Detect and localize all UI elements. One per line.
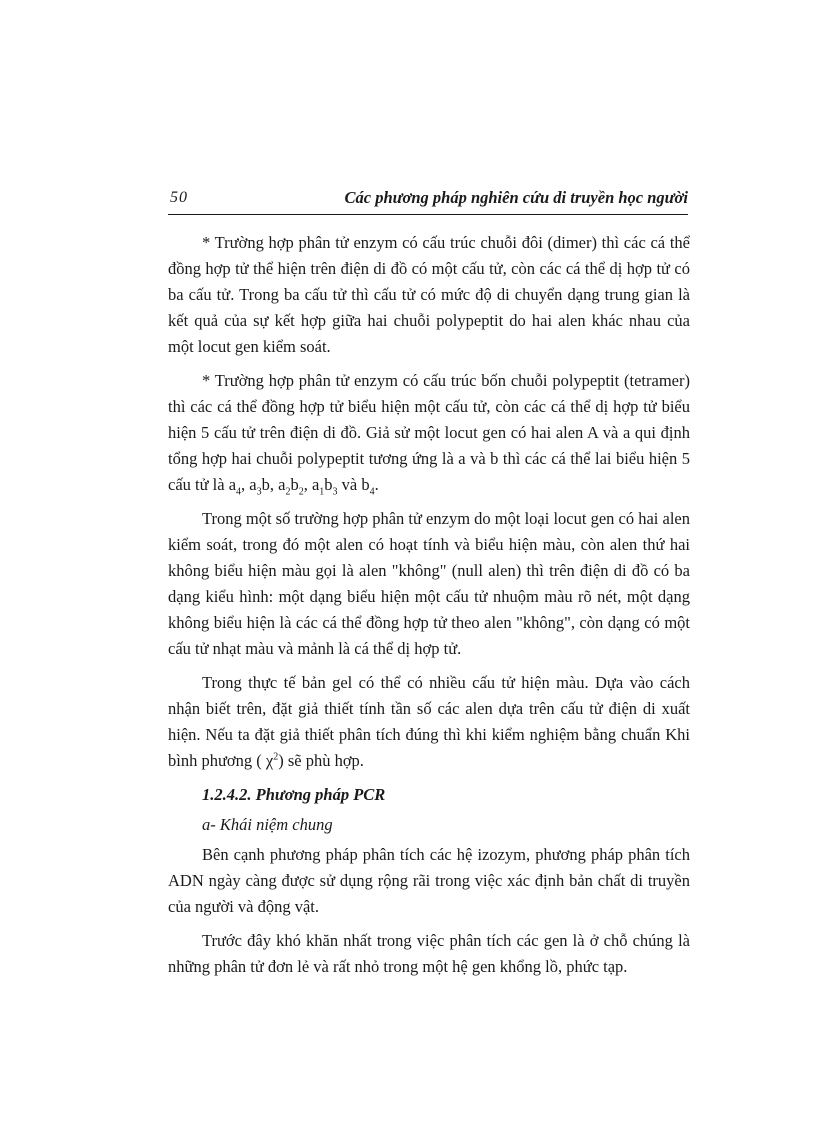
paragraph-dimer: * Trường hợp phân tử enzym có cấu trúc chuỗi đôi (dimer) thì các cá thể đồng hợp tử thể hiện trên điện di đồ có một cấu tử, còn các cá thể dị hợp tử có ba cấu tử. Trong ba cấu tử thì cấu tử có mức độ di chuyển dạng trung gian là kết quả của sự kết hợp giữa hai chuỗi polypeptit do hai alen khác nhau của một locut gen kiểm soát. bbox=[168, 233, 690, 356]
chi-square-exponent: 2 bbox=[273, 751, 279, 763]
page-number: 50 bbox=[170, 189, 188, 206]
paragraph-difficulty: Trước đây khó khăn nhất trong việc phân tích các gen là ở chỗ chúng là những phân tử đơn lẻ và rất nhỏ trong một hệ gen khổng lồ, phức tạp. bbox=[168, 931, 690, 976]
running-title: Các phương pháp nghiên cứu di truyền học người bbox=[344, 188, 688, 207]
body-text bbox=[168, 230, 690, 988]
header-rule bbox=[168, 214, 688, 215]
paragraph-dna-analysis: Bên cạnh phương pháp phân tích các hệ izozym, phương pháp phân tích ADN ngày càng được sử dụng rộng rãi trong việc xác định bản chất di truyền của người và động vật. bbox=[168, 845, 690, 916]
paragraph-gel bbox=[168, 670, 690, 774]
page-header bbox=[168, 188, 688, 214]
chi-square-symbol: χ bbox=[265, 751, 274, 770]
subsection-heading: a- Khái niệm chung bbox=[202, 815, 333, 834]
section-heading: 1.2.4.2. Phương pháp PCR bbox=[202, 785, 386, 804]
paragraph-gel-text: Trong thực tế bản gel có thể có nhiều cấu tử hiện màu. Dựa vào cách nhận biết trên, đặt giả thiết tính tần số các alen dựa trên cấu tử điện di xuất hiện. Nếu ta đặt giả thiết phân tích đúng thì khi kiểm nghiệm bằng chuẩn Khi bình phương ( bbox=[168, 673, 690, 770]
component-list: $a_4$, $a_3b$, $a_2b_2$, $a_1b_3$ và $b_4$. bbox=[228, 475, 379, 498]
paragraph-gel-tail: ) sẽ phù hợp. bbox=[278, 751, 364, 770]
paragraph-tetramer-text: * Trường hợp phân tử enzym có cấu trúc bốn chuỗi polypeptit (tetramer) thì các cá thể đồng hợp tử biểu hiện một cấu tử, còn các cá thể dị hợp tử biểu hiện 5 cấu tử trên điện di đồ. Giả sử một locut gen có hai alen A và a qui định tổng hợp hai chuỗi polypeptit tương ứng là a và b thì các cá thể lai biểu hiện 5 cấu tử là bbox=[168, 371, 690, 494]
paragraph-null-allele: Trong một số trường hợp phân tử enzym do một loại locut gen có hai alen kiểm soát, trong đó một alen có hoạt tính và biểu hiện màu, còn alen thứ hai không biểu hiện màu gọi là alen "không" (null alen) thì trên điện di đồ có ba dạng kiểu hình: một dạng biểu hiện một cấu tử nhuộm màu rõ nét, một dạng không biểu hiện là các cá thể đồng hợp tử theo alen "không", còn dạng có một cấu tử nhạt màu và mảnh là cá thể dị hợp tử. bbox=[168, 509, 690, 658]
paragraph-tetramer bbox=[168, 368, 690, 498]
